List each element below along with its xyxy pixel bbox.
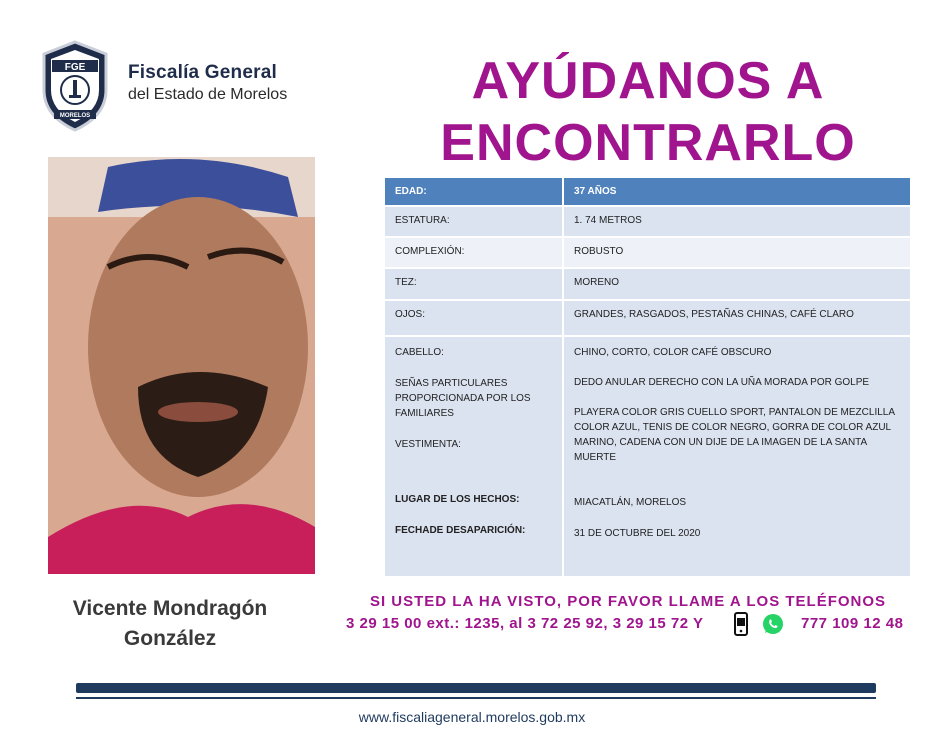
fecha-label: FECHADE DESAPARICIÓN: — [395, 524, 526, 536]
table-row-details — [385, 337, 910, 578]
description-table — [385, 178, 910, 578]
ojos-label: OJOS: — [385, 301, 564, 337]
details-values — [564, 337, 910, 578]
tez-label: TEZ: — [385, 269, 564, 300]
estatura-value: 1. 74 METROS — [564, 207, 910, 238]
cabello-value: CHINO, CORTO, COLOR CAFÉ OBSCURO — [574, 346, 772, 358]
whatsapp-icon — [762, 613, 784, 635]
organization-name — [128, 62, 287, 104]
table-row-estatura — [385, 207, 910, 238]
edad-label: EDAD: — [385, 178, 564, 207]
senas-value: DEDO ANULAR DERECHO CON LA UÑA MORADA POR GOLPE — [574, 376, 870, 388]
complexion-label: COMPLEXIÓN: — [385, 238, 564, 269]
footer-divider — [76, 697, 876, 699]
fecha-value: 31 DE OCTUBRE DEL 2020 — [574, 527, 701, 539]
footer-bar — [76, 683, 876, 693]
fge-badge-icon — [38, 40, 112, 132]
table-row-tez — [385, 269, 910, 300]
estatura-label: ESTATURA: — [385, 207, 564, 238]
details-labels — [385, 337, 564, 578]
footer-url-link[interactable]: www.fiscaliageneral.morelos.gob.mx — [358, 709, 586, 725]
mobile-phone-icon — [732, 612, 750, 636]
vestimenta-label: VESTIMENTA: — [395, 438, 461, 450]
headline-line2: ENCONTRARLO — [440, 114, 856, 172]
table-row-ojos — [385, 301, 910, 337]
complexion-value: ROBUSTO — [564, 238, 910, 269]
org-name-line1: Fiscalía General — [128, 62, 277, 83]
lugar-value: MIACATLÁN, MORELOS — [574, 496, 687, 508]
ojos-value: GRANDES, RASGADOS, PESTAÑAS CHINAS, CAFÉ CLARO — [564, 301, 910, 337]
table-row-edad — [385, 178, 910, 207]
badge-bottom-text: MORELOS — [59, 113, 91, 119]
org-name-line2: del Estado de Morelos — [128, 86, 288, 103]
table-row-complexion — [385, 238, 910, 269]
senas-label: SEÑAS PARTICULARES PROPORCIONADA POR LOS FAMILIARES — [395, 377, 531, 419]
lugar-label: LUGAR DE LOS HECHOS: — [395, 493, 520, 505]
badge-top-text: FGE — [64, 62, 86, 73]
person-name-line2: González — [123, 627, 217, 650]
person-name-line1: Vicente Mondragón — [72, 597, 268, 620]
headline-line1: AYÚDANOS A — [471, 52, 825, 110]
vestimenta-value: PLAYERA COLOR GRIS CUELLO SPORT, PANTALON DE MEZCLILLA COLOR AZUL, TENIS DE COLOR NEGRO, GORRA DE COLOR AZUL MARINO, CADENA CON UN DIJE DE LA IMAGEN DE LA SANTA MUERTE — [574, 406, 895, 463]
person-name — [48, 594, 292, 654]
headline — [418, 50, 878, 174]
tez-value: MORENO — [564, 269, 910, 300]
edad-value: 37 AÑOS — [564, 178, 910, 207]
cabello-label: CABELLO: — [395, 346, 444, 358]
call-to-action: SI USTED LA HA VISTO, POR FAVOR LLAME A LOS TELÉFONOS — [369, 593, 887, 610]
phone-numbers-office: 3 29 15 00 ext.: 1235, al 3 72 25 92, 3 29 15 72 Y — [346, 615, 704, 632]
phone-number-whatsapp: 777 109 12 48 — [801, 615, 904, 632]
missing-person-photo — [48, 157, 315, 574]
